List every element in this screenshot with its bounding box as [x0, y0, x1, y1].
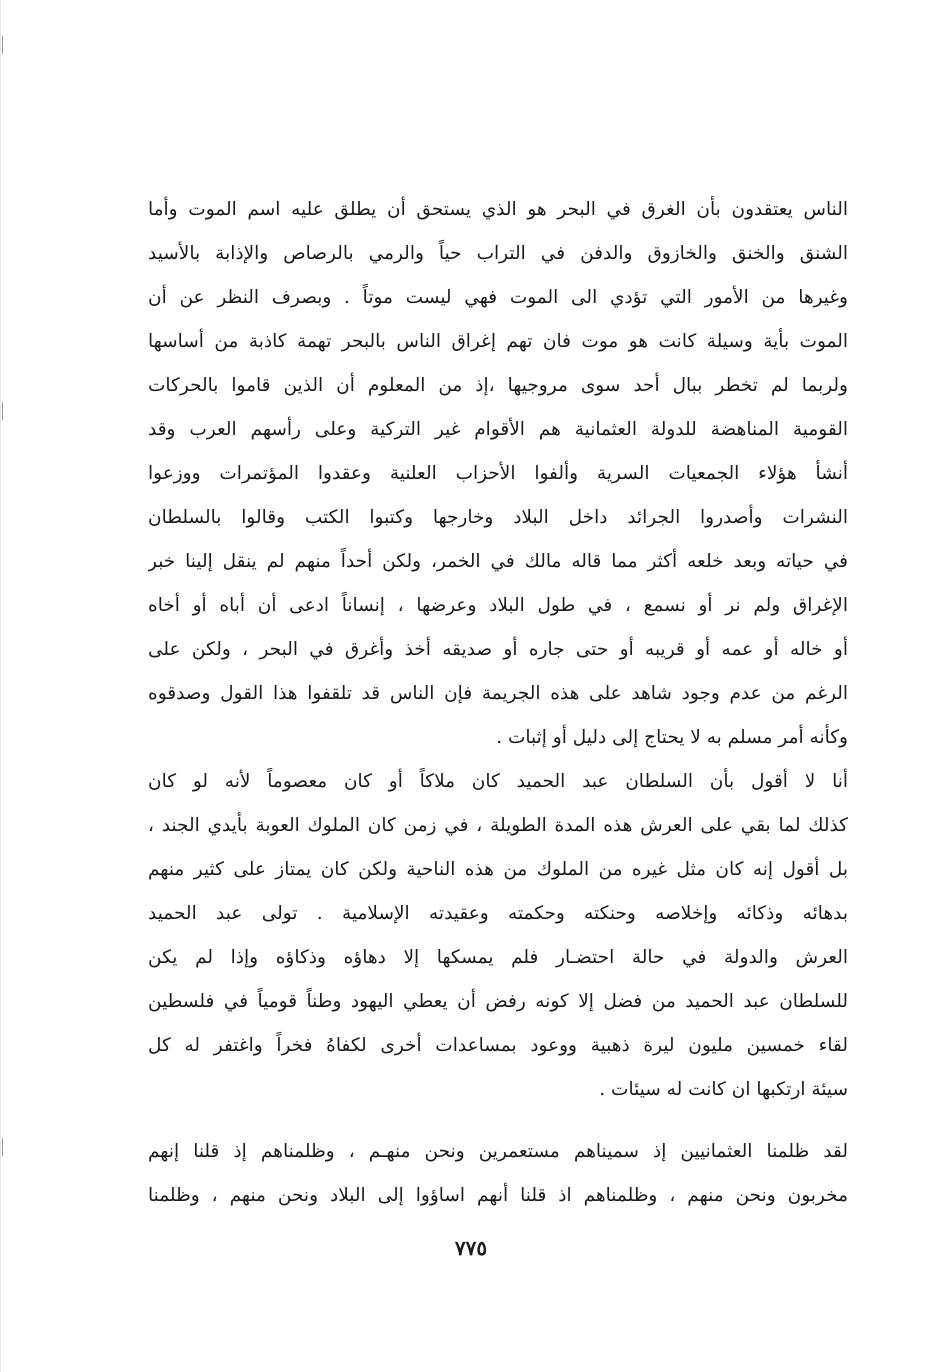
- page-edge-shadow: [0, 0, 1, 1372]
- paragraph-3: [148, 1130, 848, 1218]
- text-line: أو خاله أو عمه أو قريبه أو حتى جاره أو صديقه أخذ وأغرق في البحر ، ولكن على: [148, 639, 848, 660]
- text-line: بدهائه وذكائه وإخلاصه وحنكته وحكمته وعقيدته الإسلامية . تولى عبد الحميد: [148, 903, 848, 924]
- text-line: ولربما لم تخطر ببال أحد سوى مروجيها ،إذ من المعلوم أن الذين قاموا بالحركات: [148, 375, 848, 396]
- text-line: القومية المناهضة للدولة العثمانية هم الأقوام غير التركية وعلى رأسهم العرب وقد: [148, 419, 848, 440]
- page-number: ٧٧٥: [454, 1236, 488, 1260]
- text-line: العرش والدولة في حالة احتضـار فلم يمسكها إلا دهاؤه وذكاؤه وإذا لم يكن: [148, 947, 848, 968]
- text-line: الناس يعتقدون بأن الغرق في البحر هو الذي يستحق أن يطلق عليه اسم الموت وأما: [148, 199, 848, 220]
- text-line: وكأنه أمر مسلم به لا يحتاج إلى دليل أو إثبات .: [496, 727, 848, 748]
- text-line: لقاء خمسين مليون ليرة ذهبية ووعود بمساعدات أخرى لكفاهُ فخراً واغتفر له كل: [148, 1035, 848, 1056]
- margin-mark: [2, 402, 3, 420]
- margin-mark: [2, 36, 3, 54]
- text-line: النشرات وأصدروا الجرائد داخل البلاد وخارجها وكتبوا الكتب وقالوا بالسلطان: [148, 507, 848, 528]
- text-line: للسلطان عبد الحميد من فضل إلا كونه رفض أن يعطي اليهود وطناً قومياً في فلسطين: [148, 991, 848, 1012]
- text-line: الإغراق ولم نر أو نسمع ، في طول البلاد وعرضها ، إنساناً ادعى أن أباه أو أخاه: [148, 595, 848, 616]
- text-line: الرغم من عدم وجود شاهد على هذه الجريمة فإن الناس قد تلقفوا هذا القول وصدقوه: [148, 683, 848, 704]
- text-line: بل أقول إنه كان مثل غيره من الملوك من هذه الناحية ولكن كان يمتاز على كثير منهم: [148, 859, 848, 880]
- text-line: كذلك لما بقي على العرش هذه المدة الطويلة ، في زمن كان الملوك العوبة بأيدي الجند ،: [148, 815, 848, 836]
- text-line: أنا لا أقول بأن السلطان عبد الحميد كان ملاكاً أو كان معصوماً لأنه لو كان: [148, 771, 848, 792]
- text-line: في حياته وبعد خلعه أكثر مما قاله مالك في الخمر، ولكن أحداً منهم لم ينقل إلينا خبر: [148, 551, 848, 572]
- text-line: الشنق والخنق والخازوق والدفن في التراب حياً والرمي بالرصاص والإذابة بالأسيد: [148, 243, 848, 264]
- text-line: أنشأ هؤلاء الجمعيات السرية وألفوا الأحزاب العلنية وعقدوا المؤتمرات ووزعوا: [148, 463, 848, 484]
- paragraph-2: [148, 760, 848, 1112]
- paragraph-1: [148, 188, 848, 760]
- text-line: الموت بأية وسيلة كانت هو موت فان تهم إغراق الناس بالبحر تهمة كاذبة من أساسها: [148, 331, 848, 352]
- text-line: مخربون ونحن منهم ، وظلمناهم اذ قلنا أنهم اساؤوا إلى البلاد ونحن منهم ، وظلمنا: [148, 1185, 848, 1206]
- text-line: لقد ظلمنا العثمانيين إذ سميناهم مستعمرين ونحن منهـم ، وظلمناهم إذ قلنا إنهم: [148, 1141, 848, 1162]
- text-line: سيئة ارتكبها ان كانت له سيئات .: [599, 1079, 848, 1100]
- margin-mark: [2, 1138, 3, 1156]
- text-line: وغيرها من الأمور التي تؤدي الى الموت فهي ليست موتاً . وبصرف النظر عن أن: [148, 287, 848, 308]
